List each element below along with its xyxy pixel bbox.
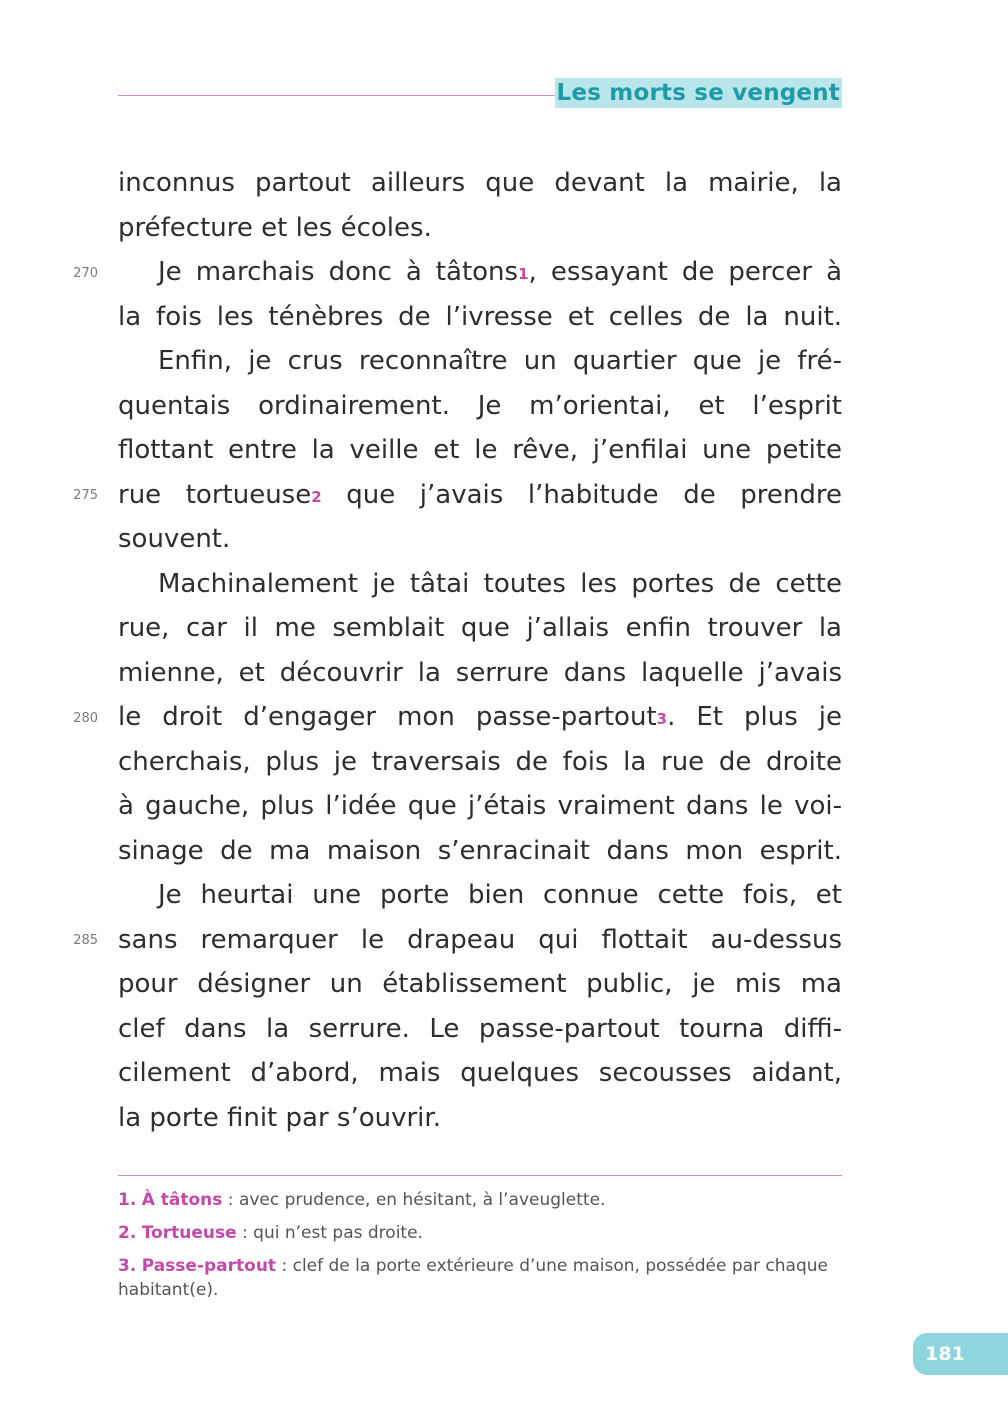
text-line: à gauche, plus l’idée que j’étais vraiment dans le voi-: [118, 791, 842, 821]
text-line: rue tortueuse$^2$ que j’avais l’habitude de prendre: [118, 479, 842, 510]
text-line: souvent.: [118, 524, 231, 554]
footnote-number: 1.: [118, 1190, 137, 1210]
text-line: Enfin, je crus reconnaître un quartier que je fré-: [158, 346, 842, 376]
line-number: 270: [73, 266, 98, 281]
footnote: [118, 1188, 842, 1212]
line-number: 275: [73, 488, 98, 503]
text-line: sans remarquer le drapeau qui flottait au-dessus: [118, 924, 842, 955]
text-line: cherchais, plus je traversais de fois la rue de droite: [118, 746, 842, 777]
footnote-text: : clef de la porte extérieure d’une maison, possédée par chaque habitant(e).: [118, 1256, 828, 1300]
text-line: cilement d’abord, mais quelques secousses aidant,: [118, 1058, 842, 1088]
line-number: 285: [73, 933, 98, 948]
text-line: sinage de ma maison s’enracinait dans mon esprit.: [118, 835, 842, 866]
text-line: la porte finit par s’ouvrir.: [118, 1102, 441, 1133]
footnote-term: À tâtons: [141, 1190, 223, 1210]
page-number: 181: [925, 1343, 965, 1365]
footnotes: [118, 1188, 842, 1311]
text-line: préfecture et les écoles.: [118, 212, 432, 243]
footnote-number: 2.: [118, 1223, 137, 1243]
footnote: [118, 1221, 842, 1245]
footnote-text: : avec prudence, en hésitant, à l’aveuglette.: [222, 1190, 606, 1210]
text-line: pour désigner un établissement public, je mis ma: [118, 969, 842, 999]
footnote-text: : qui n’est pas droite.: [236, 1223, 423, 1243]
body-text: [118, 161, 842, 1140]
text-line: le droit d’engager mon passe-partout$^3$. Et plus je: [118, 702, 842, 732]
footnote-ref: 1: [518, 265, 529, 283]
text-line: la fois les ténèbres de l’ivresse et celles de la nuit.: [118, 301, 842, 332]
footnote: [118, 1254, 842, 1302]
footnote-term: Passe-partout: [141, 1256, 277, 1276]
text-line: Je marchais donc à tâtons$^1$, essayant de percer à: [158, 257, 842, 287]
text-line: Je heurtai une porte bien connue cette fois, et: [158, 880, 842, 910]
text-line: clef dans la serrure. Le passe-partout tourna diffi-: [118, 1013, 842, 1044]
running-title: Les morts se vengent: [556, 80, 840, 106]
text-line: Machinalement je tâtai toutes les portes de cette: [158, 568, 842, 599]
text-line: rue, car il me semblait que j’allais enfin trouver la: [118, 613, 842, 643]
footnote-number: 3.: [118, 1256, 137, 1276]
line-number: 280: [73, 711, 98, 726]
text-line: inconnus partout ailleurs que devant la mairie, la: [118, 168, 842, 198]
header-rule: [118, 95, 558, 96]
footnote-rule: [118, 1175, 842, 1176]
text-line: flottant entre la veille et le rêve, j’enfilai une petite: [118, 435, 842, 465]
footnote-ref: 2: [311, 487, 322, 506]
footnote-ref: 3: [656, 710, 668, 728]
footnote-term: Tortueuse: [141, 1223, 237, 1243]
text-line: mienne, et découvrir la serrure dans laquelle j’avais: [118, 657, 842, 688]
text-line: quentais ordinairement. Je m’orientai, et l’esprit: [118, 390, 842, 421]
